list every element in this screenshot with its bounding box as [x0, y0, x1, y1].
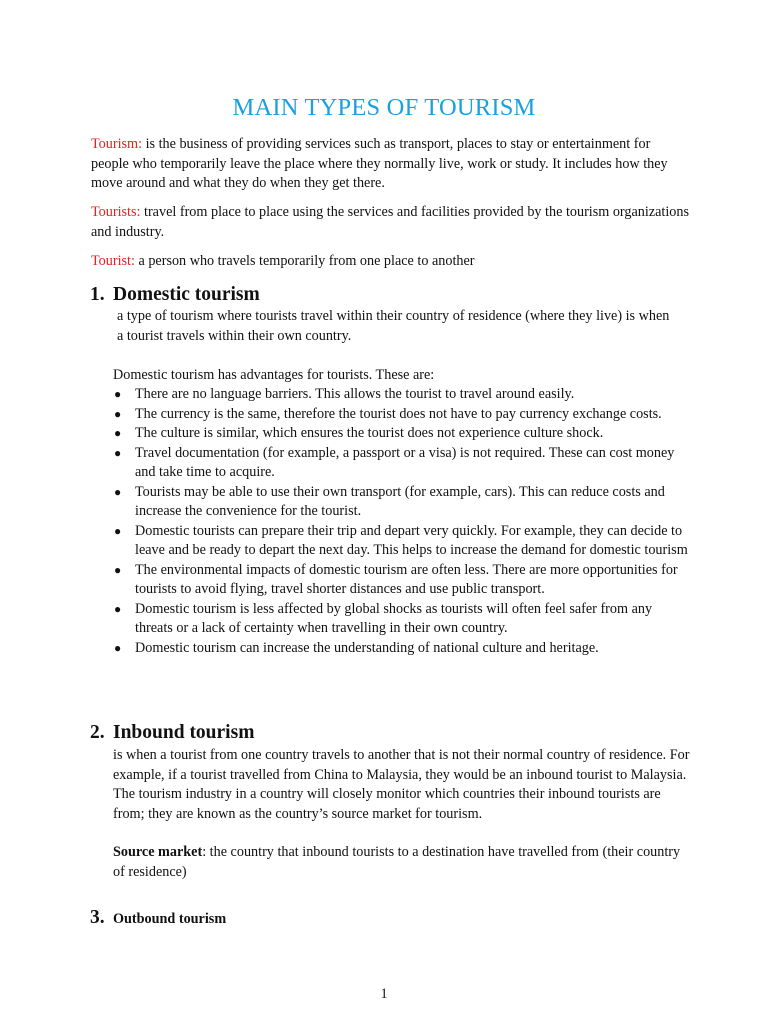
definition-text: travel from place to place using the services and facilities provided by the tourism organizations and industry. — [91, 204, 690, 240]
list-item-text: Domestic tourism is less affected by global shocks as tourists will often feel safer from any threats or a lack of certainty when travelling in their own country. — [135, 600, 653, 636]
section-title: Inbound tourism — [113, 722, 255, 743]
list-item — [113, 522, 693, 561]
list-item — [113, 424, 693, 444]
list-item-text: The currency is the same, therefore the tourist does not have to pay currency exchange costs. — [135, 405, 662, 422]
list-item — [113, 639, 693, 659]
inbound-intro: is when a tourist from one country travels to another that is not their normal country of residence. For example, if a tourist travelled from China to Malaysia, they would be an inbound tourist to Malaysia. The tourism industry in a country will closely monitor which countries their inbound tourists are from; they are known as the country’s source market for tourism. — [113, 747, 690, 822]
bullet-icon: ● — [114, 562, 122, 577]
definition-text: is the business of providing services such as transport, places to stay or entertainment for people who temporarily leave the place where they normally live, work or study. It includes how they move around and what they do when they get there. — [91, 136, 668, 191]
list-item-text: There are no language barriers. This allows the tourist to travel around easily. — [135, 386, 575, 402]
section-number: 3. — [90, 907, 105, 928]
bullet-icon: ● — [114, 426, 122, 440]
source-market-definition — [113, 843, 693, 882]
bullet-icon: ● — [114, 640, 122, 655]
bullet-icon: ● — [114, 445, 122, 460]
bullet-icon: ● — [114, 484, 122, 499]
list-item — [113, 600, 693, 639]
domestic-advantages-list — [113, 385, 693, 658]
source-market-text: : the country that inbound tourists to a destination have travelled from (their country of residence) — [113, 844, 681, 880]
list-item-text: Travel documentation (for example, a passport or a visa) is not required. These can cost money and take time to acquire. — [135, 444, 675, 480]
source-market-term: Source market — [113, 844, 203, 860]
page-number: 1 — [380, 986, 388, 1002]
definition-term: Tourist: — [91, 253, 135, 269]
bullet-icon: ● — [114, 523, 122, 538]
section-heading-outbound — [90, 908, 226, 930]
list-item — [113, 385, 693, 405]
section-heading-domestic — [90, 283, 260, 307]
bullet-icon: ● — [114, 406, 122, 421]
definition-tourist — [91, 252, 691, 272]
definition-tourists — [91, 203, 691, 242]
section-title: Outbound tourism — [113, 911, 227, 927]
page-title: MAIN TYPES OF TOURISM — [232, 94, 536, 121]
section-heading-inbound — [90, 721, 254, 745]
list-item-text: Domestic tourism can increase the understanding of national culture and heritage. — [135, 639, 599, 656]
definition-term: Tourism: — [91, 136, 143, 152]
definition-tourism — [91, 135, 691, 194]
section-number: 1. — [90, 284, 105, 305]
list-item — [113, 444, 693, 483]
list-item-text: The environmental impacts of domestic tourism are often less. There are more opportunities for tourists to avoid flying, travel shorter distances and use public transport. — [135, 561, 678, 597]
bullet-icon: ● — [114, 601, 122, 616]
bullet-icon: ● — [114, 387, 122, 401]
definition-text: a person who travels temporarily from one place to another — [134, 253, 475, 269]
domestic-advantages-lead: Domestic tourism has advantages for tourists. These are: — [113, 367, 435, 383]
domestic-intro: a type of tourism where tourists travel within their country of residence (where they live) is when a tourist travels within their own country. — [117, 308, 670, 344]
section-title: Domestic tourism — [113, 284, 260, 305]
list-item-text: Tourists may be able to use their own transport (for example, cars). This can reduce costs and increase the convenience for the tourist. — [135, 483, 665, 519]
list-item — [113, 483, 693, 522]
list-item — [113, 561, 693, 600]
list-item-text: The culture is similar, which ensures the tourist does not experience culture shock. — [135, 425, 604, 441]
list-item-text: Domestic tourists can prepare their trip and depart very quickly. For example, they can decide to leave and be ready to depart the next day. This helps to increase the demand for domestic tourism — [135, 522, 688, 558]
section-number: 2. — [90, 722, 105, 743]
definition-term: Tourists: — [91, 204, 141, 220]
list-item — [113, 405, 693, 425]
